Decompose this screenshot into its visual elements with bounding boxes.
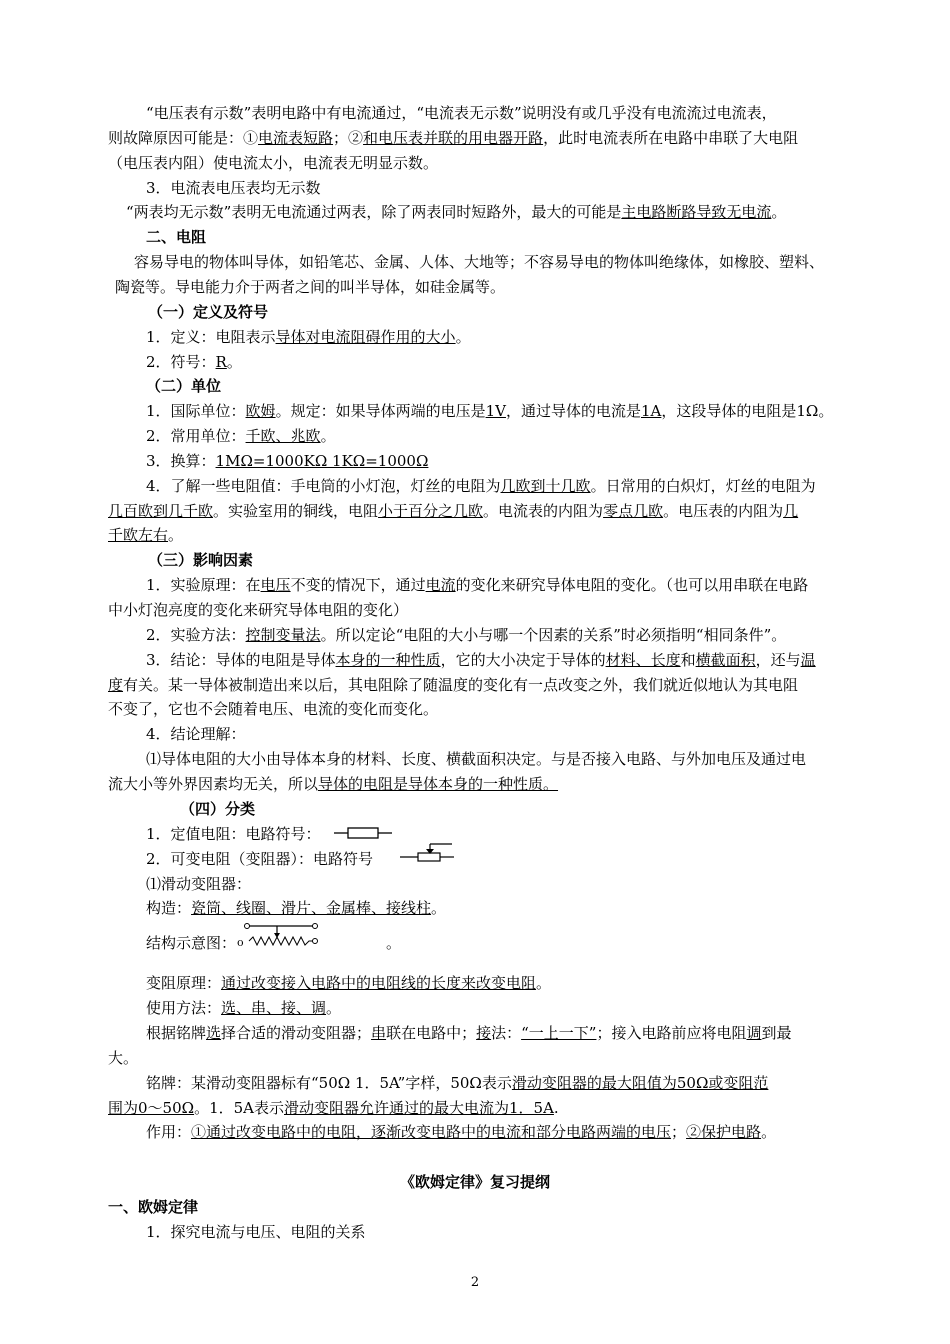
text-segment: 2．可变电阻（变阻器）：电路符号 <box>146 850 374 868</box>
text-segment: 不变了，它也不会随着电压、电流的变化而变化。 <box>108 700 439 718</box>
underlined-answer: “一上一下” <box>521 1024 597 1042</box>
text-segment: 构造： <box>146 899 192 917</box>
text-segment: 结构示意图： <box>146 934 237 952</box>
underlined-answer: 滑动变阻器的最大阻值为50Ω或变阻范 <box>511 1074 769 1092</box>
underlined-answer: 1V <box>485 402 506 420</box>
text-line <box>146 723 246 745</box>
text-segment: 。电流表的内阻为 <box>483 502 604 520</box>
text-segment: ；接入电路前应将电阻 <box>596 1024 747 1042</box>
underlined-answer: 1A <box>640 402 662 420</box>
text-segment: 中小灯泡亮度的变化来研究导体电阻的变化） <box>108 601 409 619</box>
underlined-answer: 电流表短路 <box>258 129 334 147</box>
underlined-answer: 和电压表并联的用电器开路 <box>363 129 544 147</box>
text-line <box>180 798 255 820</box>
text-segment: 二、电阻 <box>146 228 207 246</box>
text-line <box>126 201 786 223</box>
text-segment: 大。 <box>108 1049 139 1067</box>
underlined-answer: 欧姆 <box>245 402 276 420</box>
page-number: 2 <box>470 1275 480 1290</box>
text-segment: 1．定义：电阻表示 <box>146 328 276 346</box>
text-line <box>146 574 808 596</box>
text-segment: 法： <box>491 1024 522 1042</box>
text-segment: （一）定义及符号 <box>148 303 269 321</box>
text-line <box>146 475 816 497</box>
text-line <box>146 848 373 870</box>
text-segment: ⑴导体电阻的大小由导体本身的材料、长度、横截面积决定。与是否接入电路、与外加电压及通过电 <box>146 750 807 768</box>
text-segment: 变阻原理： <box>146 974 222 992</box>
underlined-answer: ①通过改变电路中的电阻，逐渐改变电路中的电流和部分电路两端的电压 <box>191 1123 672 1141</box>
underlined-answer: 零点几欧 <box>603 502 664 520</box>
section-item: 1．探究电流与电压、电阻的关系 <box>146 1223 366 1241</box>
text-segment: （四）分类 <box>180 800 256 818</box>
text-line <box>146 972 551 994</box>
text-segment: 2．常用单位： <box>146 427 246 445</box>
text-line <box>146 1072 768 1094</box>
text-segment: 3．换算： <box>146 452 216 470</box>
section-heading: 一、欧姆定律 <box>108 1198 199 1216</box>
text-segment: 陶瓷等。导电能力介于两者之间的叫半导体，如硅金属等。 <box>115 278 506 296</box>
text-line <box>146 1022 792 1044</box>
text-line <box>146 748 806 770</box>
text-segment: 和 <box>680 651 696 669</box>
text-segment: 3．电流表电压表均无示数 <box>146 179 321 197</box>
text-line <box>108 1047 138 1069</box>
text-segment: ，通过导体的电流是 <box>505 402 641 420</box>
text-segment: “电压表有示数”表明电路中有电流通过，“电流表无示数”说明没有或几乎没有电流流过电流表， <box>146 104 777 122</box>
text-segment: 1．实验原理：在 <box>146 576 261 594</box>
fixed-resistor-symbol-icon <box>334 826 394 840</box>
text-segment: （电压表内阻）使电流太小，电流表无明显示数。 <box>108 154 439 172</box>
text-line <box>146 351 242 373</box>
text-segment: ，这段导体的电阻是1Ω。 <box>661 402 834 420</box>
underlined-answer: 通过改变接入电路中的电阻线的长度来改变电阻 <box>221 974 537 992</box>
underlined-answer: 千欧、兆欧 <box>245 427 321 445</box>
text-line <box>386 932 401 954</box>
text-segment: 的变化来研究导体电阻的变化。（也可以用串联在电路 <box>455 576 809 594</box>
text-segment: 2．符号： <box>146 353 216 371</box>
text-line <box>108 1097 559 1119</box>
underlined-answer: 调 <box>746 1024 762 1042</box>
text-segment: 流大小等外界因素均无关，所以 <box>108 775 319 793</box>
underlined-answer: 材料、长度 <box>605 651 681 669</box>
underlined-answer: ②保护电路 <box>686 1123 762 1141</box>
text-line <box>146 400 833 422</box>
underlined-answer: 温 <box>800 651 816 669</box>
text-line <box>146 102 777 124</box>
text-line <box>146 450 428 472</box>
text-segment: 。 <box>431 899 447 917</box>
text-segment: 则故障原因可能是：① <box>108 129 259 147</box>
text-segment: 。 <box>168 526 184 544</box>
text-segment: ⑴滑动变阻器： <box>146 875 252 893</box>
text-line <box>148 549 253 571</box>
underlined-answer: 围为0～50Ω <box>108 1099 195 1117</box>
text-segment: 。1．5A表示 <box>194 1099 284 1117</box>
text-segment: 。 <box>226 353 242 371</box>
text-segment: ，此时电流表所在电路中串联了大电阻 <box>543 129 799 147</box>
text-line <box>134 251 824 273</box>
text-segment: 1．定值电阻：电路符号： <box>146 825 321 843</box>
text-line <box>146 932 236 954</box>
text-segment: 1．国际单位： <box>146 402 246 420</box>
underlined-answer: 导体对电流阻碍作用的大小 <box>275 328 456 346</box>
underlined-answer: 串 <box>371 1024 387 1042</box>
text-line <box>108 674 798 696</box>
text-segment: 2．实验方法： <box>146 626 246 644</box>
text-line <box>115 276 505 298</box>
text-line <box>146 226 206 248</box>
text-line <box>146 425 336 447</box>
text-segment: 。 <box>326 999 342 1017</box>
text-segment: 使用方法： <box>146 999 222 1017</box>
text-segment: 。 <box>761 1123 777 1141</box>
text-segment: ，它的大小决定于导体的 <box>440 651 606 669</box>
text-segment: 容易导电的物体叫导体，如铅笔芯、金属、人体、大地等；不容易导电的物体叫绝缘体，如橡胶、塑料、 <box>134 253 825 271</box>
text-segment: 。 <box>536 974 552 992</box>
text-segment: 。 <box>771 203 787 221</box>
underlined-answer: 小于百分之几欧 <box>378 502 484 520</box>
text-line <box>146 897 446 919</box>
underlined-answer: 几欧到十几欧 <box>500 477 591 495</box>
text-line <box>148 301 268 323</box>
text-segment: （三）影响因素 <box>148 551 254 569</box>
text-line <box>146 1121 776 1143</box>
text-segment: 择合适的滑动变阻器； <box>221 1024 372 1042</box>
underlined-answer: 横截面积 <box>695 651 756 669</box>
text-line <box>146 177 321 199</box>
text-segment: “两表均无示数”表明无电流通过两表，除了两表同时短路外，最大的可能是 <box>126 203 622 221</box>
text-segment: 铭牌：某滑动变阻器标有“50Ω 1．5A”字样，50Ω表示 <box>146 1074 512 1092</box>
underlined-answer: 电压 <box>260 576 291 594</box>
text-segment: 。 <box>455 328 471 346</box>
text-segment: 。电压表的内阻为 <box>663 502 784 520</box>
underlined-answer: 度 <box>108 676 124 694</box>
underlined-answer: 电流 <box>425 576 456 594</box>
text-line <box>146 375 221 397</box>
underlined-answer: 1MΩ=1000KΩ 1KΩ=1000Ω <box>215 452 429 470</box>
text-line <box>108 152 438 174</box>
underlined-answer: 接 <box>476 1024 492 1042</box>
text-line <box>146 873 251 895</box>
underlined-answer: 控制变量法 <box>245 626 321 644</box>
text-segment: 。 <box>386 934 402 952</box>
underlined-answer: 滑动变阻器允许通过的最大电流为1．5A <box>284 1099 554 1117</box>
underlined-answer: 千欧左右 <box>108 526 169 544</box>
text-segment: （二）单位 <box>146 377 222 395</box>
text-segment: 。日常用的白炽灯，灯丝的电阻为 <box>590 477 816 495</box>
text-segment: 。规定：如果导体两端的电压是 <box>275 402 486 420</box>
underlined-answer: 几 <box>783 502 799 520</box>
text-line <box>108 524 183 546</box>
text-segment: 3．结论：导体的电阻是导体 <box>146 651 336 669</box>
text-line <box>108 698 438 720</box>
text-segment: 到最 <box>761 1024 792 1042</box>
text-line <box>146 823 321 845</box>
text-segment: 。所以定论“电阻的大小与哪一个因素的关系”时必须指明“相同条件”。 <box>320 626 787 644</box>
rheostat-structure-diagram <box>243 922 323 948</box>
text-line <box>146 649 816 671</box>
text-line <box>108 599 408 621</box>
text-line <box>146 997 341 1019</box>
text-segment: . <box>553 1099 559 1117</box>
underlined-answer: 选 <box>206 1024 222 1042</box>
text-segment: 有关。某一导体被制造出来以后，其电阻除了随温度的变化有一点改变之外，我们就近似地认为其电阻 <box>123 676 799 694</box>
text-line <box>146 326 471 348</box>
text-segment: ； <box>671 1123 687 1141</box>
variable-resistor-symbol-icon <box>400 842 456 862</box>
text-segment: 根据铭牌 <box>146 1024 207 1042</box>
outline-title: 《欧姆定律》复习提纲 <box>399 1173 550 1191</box>
text-line <box>108 773 558 795</box>
structure-terminal-label: o <box>237 936 244 949</box>
underlined-answer: 导体的电阻是导体本身的一种性质。 <box>318 775 559 793</box>
text-segment: 4．了解一些电阻值：手电筒的小灯泡，灯丝的电阻为 <box>146 477 501 495</box>
text-segment: ；② <box>333 129 364 147</box>
underlined-answer: 选、串、接、调 <box>221 999 327 1017</box>
text-segment: 。 <box>320 427 336 445</box>
text-line <box>108 500 798 522</box>
text-segment: 联在电路中； <box>386 1024 477 1042</box>
text-segment: ，还与 <box>755 651 801 669</box>
text-segment: 。实验室用的铜线，电阻 <box>213 502 379 520</box>
text-segment: 不变的情况下，通过 <box>290 576 426 594</box>
underlined-answer: 主电路断路导致无电流 <box>621 203 772 221</box>
text-line <box>108 127 798 149</box>
underlined-answer: R <box>215 353 227 371</box>
text-segment: 作用： <box>146 1123 192 1141</box>
text-line <box>146 624 786 646</box>
underlined-answer: 瓷筒、线圈、滑片、金属棒、接线柱 <box>191 899 432 917</box>
text-segment: 4．结论理解： <box>146 725 246 743</box>
underlined-answer: 几百欧到几千欧 <box>108 502 214 520</box>
underlined-answer: 本身的一种性质 <box>335 651 441 669</box>
